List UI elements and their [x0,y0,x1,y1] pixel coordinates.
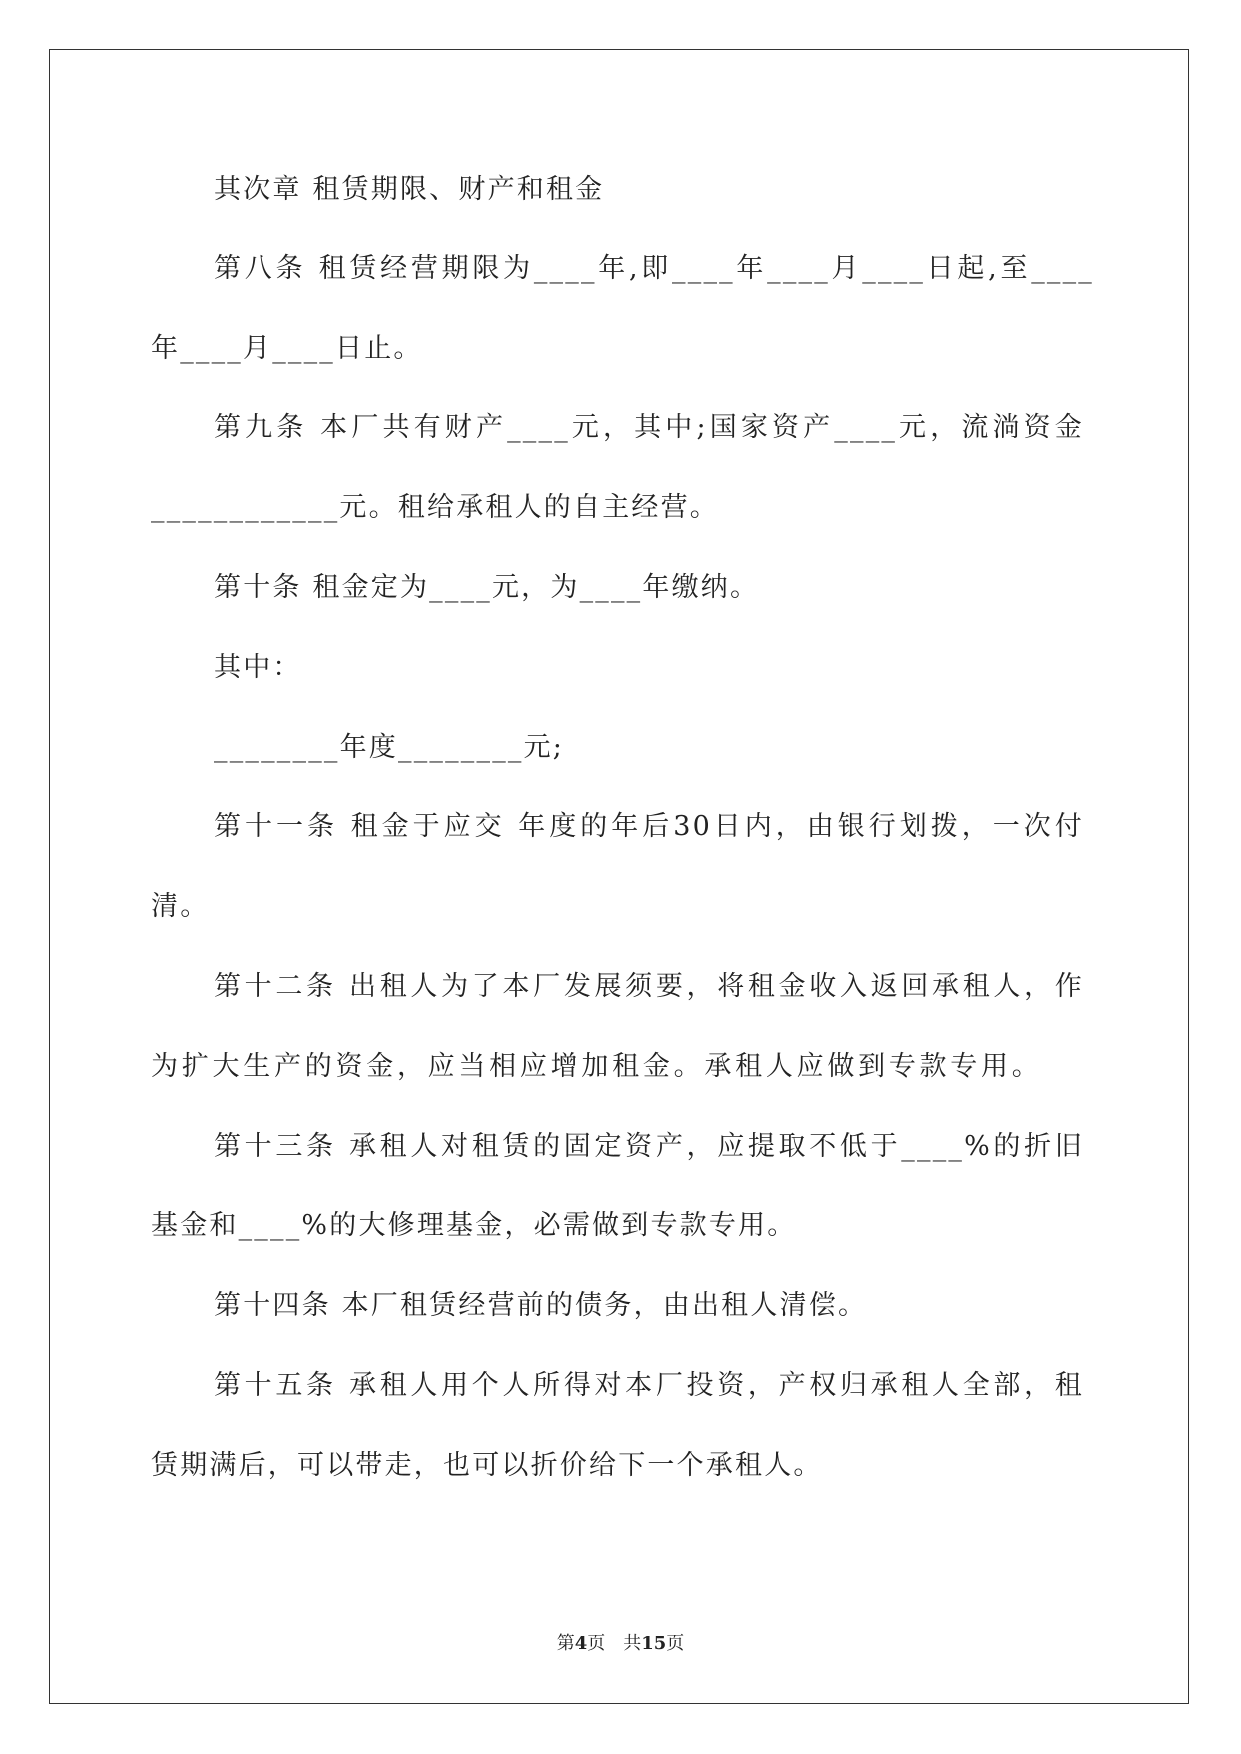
article-8-line-2: 年____月____日止。 [151,333,423,364]
article-11-line-1: 第十一条 租金于应交 年度的年后30日内，由银行划拨，一次付 [214,811,1084,842]
article-12-line-1: 第十二条 出租人为了本厂发展须要，将租金收入返回承租人，作 [214,971,1084,1002]
article-14: 第十四条 本厂租赁经营前的债务，由出租人清偿。 [214,1290,868,1321]
article-15-line-2: 赁期满后，可以带走，也可以折价给下一个承租人。 [151,1450,823,1481]
article-8-line-1: 第八条 租赁经营期限为____年,即____年____月____日起,至____ [214,253,1094,284]
article-10-sub-heading: 其中： [214,652,302,683]
article-13-line-1: 第十三条 承租人对租赁的固定资产，应提取不低于____%的折旧 [214,1131,1084,1162]
article-9-line-1: 第九条 本厂共有财产____元，其中;国家资产____元，流淌资金 [214,412,1084,443]
article-11-line-2: 清。 [151,891,210,922]
page-footer [0,1633,1241,1655]
article-10: 第十条 租金定为____元，为____年缴纳。 [214,572,760,603]
article-15-line-1: 第十五条 承租人用个人所得对本厂投资，产权归承租人全部，租 [214,1370,1084,1401]
footer-page-mid: 页 共 [587,1633,642,1654]
article-13-line-2: 基金和____%的大修理基金，必需做到专款专用。 [151,1210,797,1241]
footer-page-suffix: 页 [666,1633,685,1654]
footer-total-pages: 15 [641,1633,667,1654]
chapter-heading: 其次章 租赁期限、财产和租金 [214,174,605,205]
article-10-annual-line: ________年度________元; [214,732,565,763]
footer-page-prefix: 第 [556,1633,575,1654]
footer-current-page: 4 [574,1633,588,1654]
article-12-line-2: 为扩大生产的资金，应当相应增加租金。承租人应做到专款专用。 [151,1051,1041,1082]
article-9-line-2: ____________元。租给承租人的自主经营。 [151,492,719,523]
